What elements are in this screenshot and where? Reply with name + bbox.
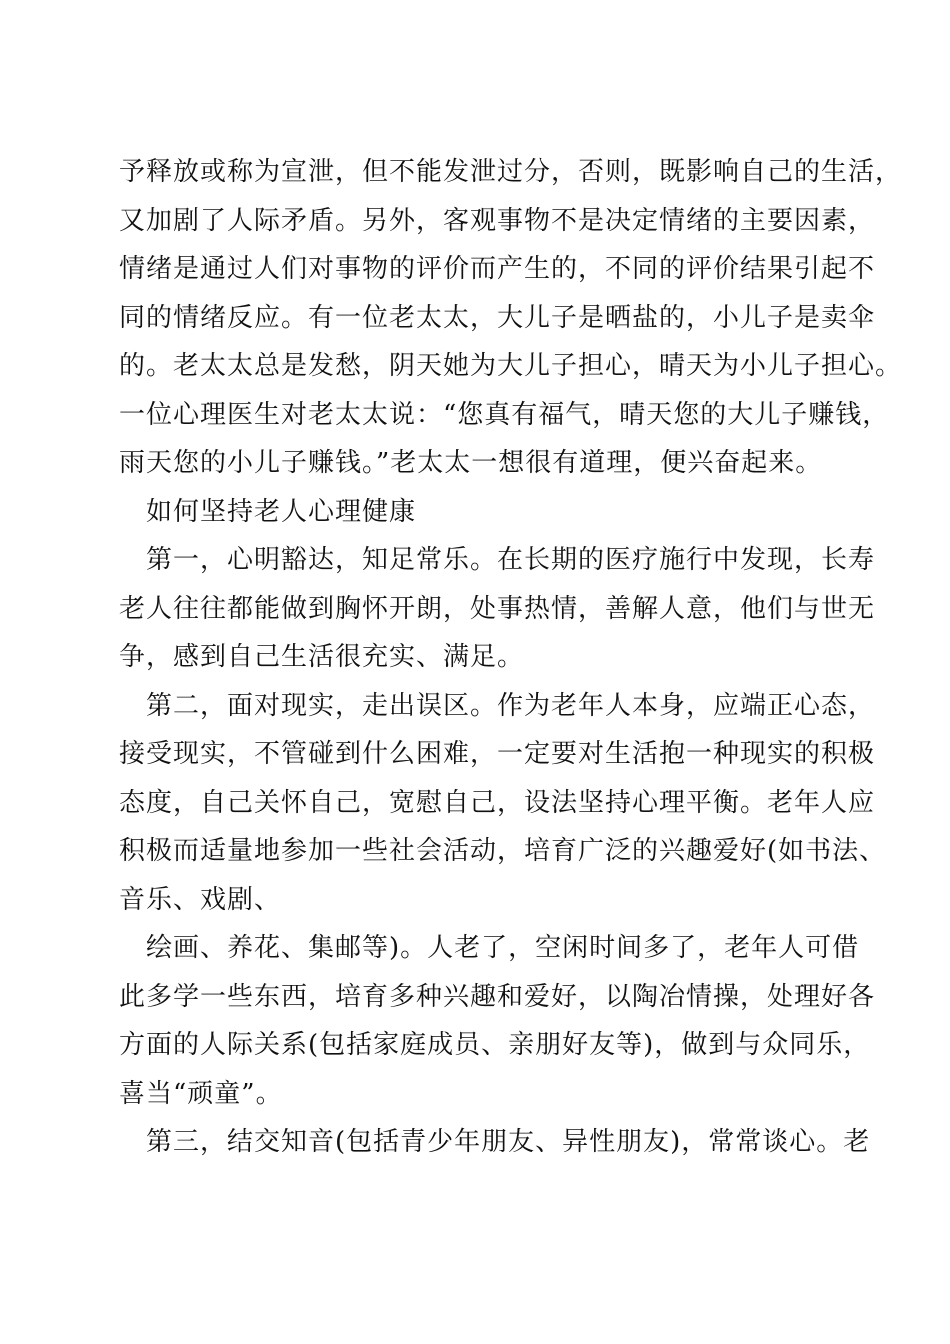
text-line: 同的情绪反应。有一位老太太，大儿子是晒盐的，小儿子是卖伞 — [119, 302, 876, 333]
section-heading: 如何坚持老人心理健康 — [146, 496, 417, 527]
text-line: 第一，心明豁达，知足常乐。在长期的医疗施行中发现，长寿 — [146, 545, 876, 575]
text-line: 此多学一些东西，培育多种兴趣和爱好，以陶冶情操，处理好各 — [119, 981, 876, 1012]
text-line: 态度，自己关怀自己，宽慰自己，设法坚持心理平衡。老年人应 — [119, 787, 876, 818]
text-line: 予释放或称为宣泄，但不能发泄过分，否则，既影响自己的生活， — [119, 157, 903, 187]
text-line: 雨天您的小儿子赚钱。”老太太一想很有道理，便兴奋起来。 — [119, 448, 823, 478]
text-line: 的。老太太总是发愁，阴天她为大儿子担心，晴天为小儿子担心。 — [119, 351, 903, 381]
text-line: 老人往往都能做到胸怀开朗，处事热情，善解人意，他们与世无 — [119, 593, 876, 624]
text-line: 绘画、养花、集邮等)。人老了，空闲时间多了，老年人可借 — [146, 933, 860, 963]
text-line: 第三，结交知音(包括青少年朋友、异性朋友)，常常谈心。老 — [146, 1127, 871, 1157]
text-line: 情绪是通过人们对事物的评价而产生的，不同的评价结果引起不 — [119, 254, 876, 284]
text-line: 一位心理医生对老太太说：“您真有福气，晴天您的大儿子赚钱， — [119, 399, 890, 430]
text-line: 接受现实，不管碰到什么困难，一定要对生活抱一种现实的积极 — [119, 739, 876, 769]
text-line: 喜当“顽童”。 — [119, 1078, 283, 1109]
body-text — [119, 148, 903, 1167]
text-line: 方面的人际关系(包括家庭成员、亲朋好友等)，做到与众同乐， — [119, 1030, 871, 1060]
text-line: 积极而适量地参加一些社会活动，培育广泛的兴趣爱好(如书法、 — [119, 836, 887, 866]
text-line: 第二，面对现实，走出误区。作为老年人本身，应端正心态， — [146, 690, 876, 721]
text-line: 争，感到自己生活很充实、满足。 — [119, 642, 525, 672]
text-line: 又加剧了人际矛盾。另外，客观事物不是决定情绪的主要因素， — [119, 205, 876, 236]
text-line: 音乐、戏剧、 — [119, 884, 282, 915]
